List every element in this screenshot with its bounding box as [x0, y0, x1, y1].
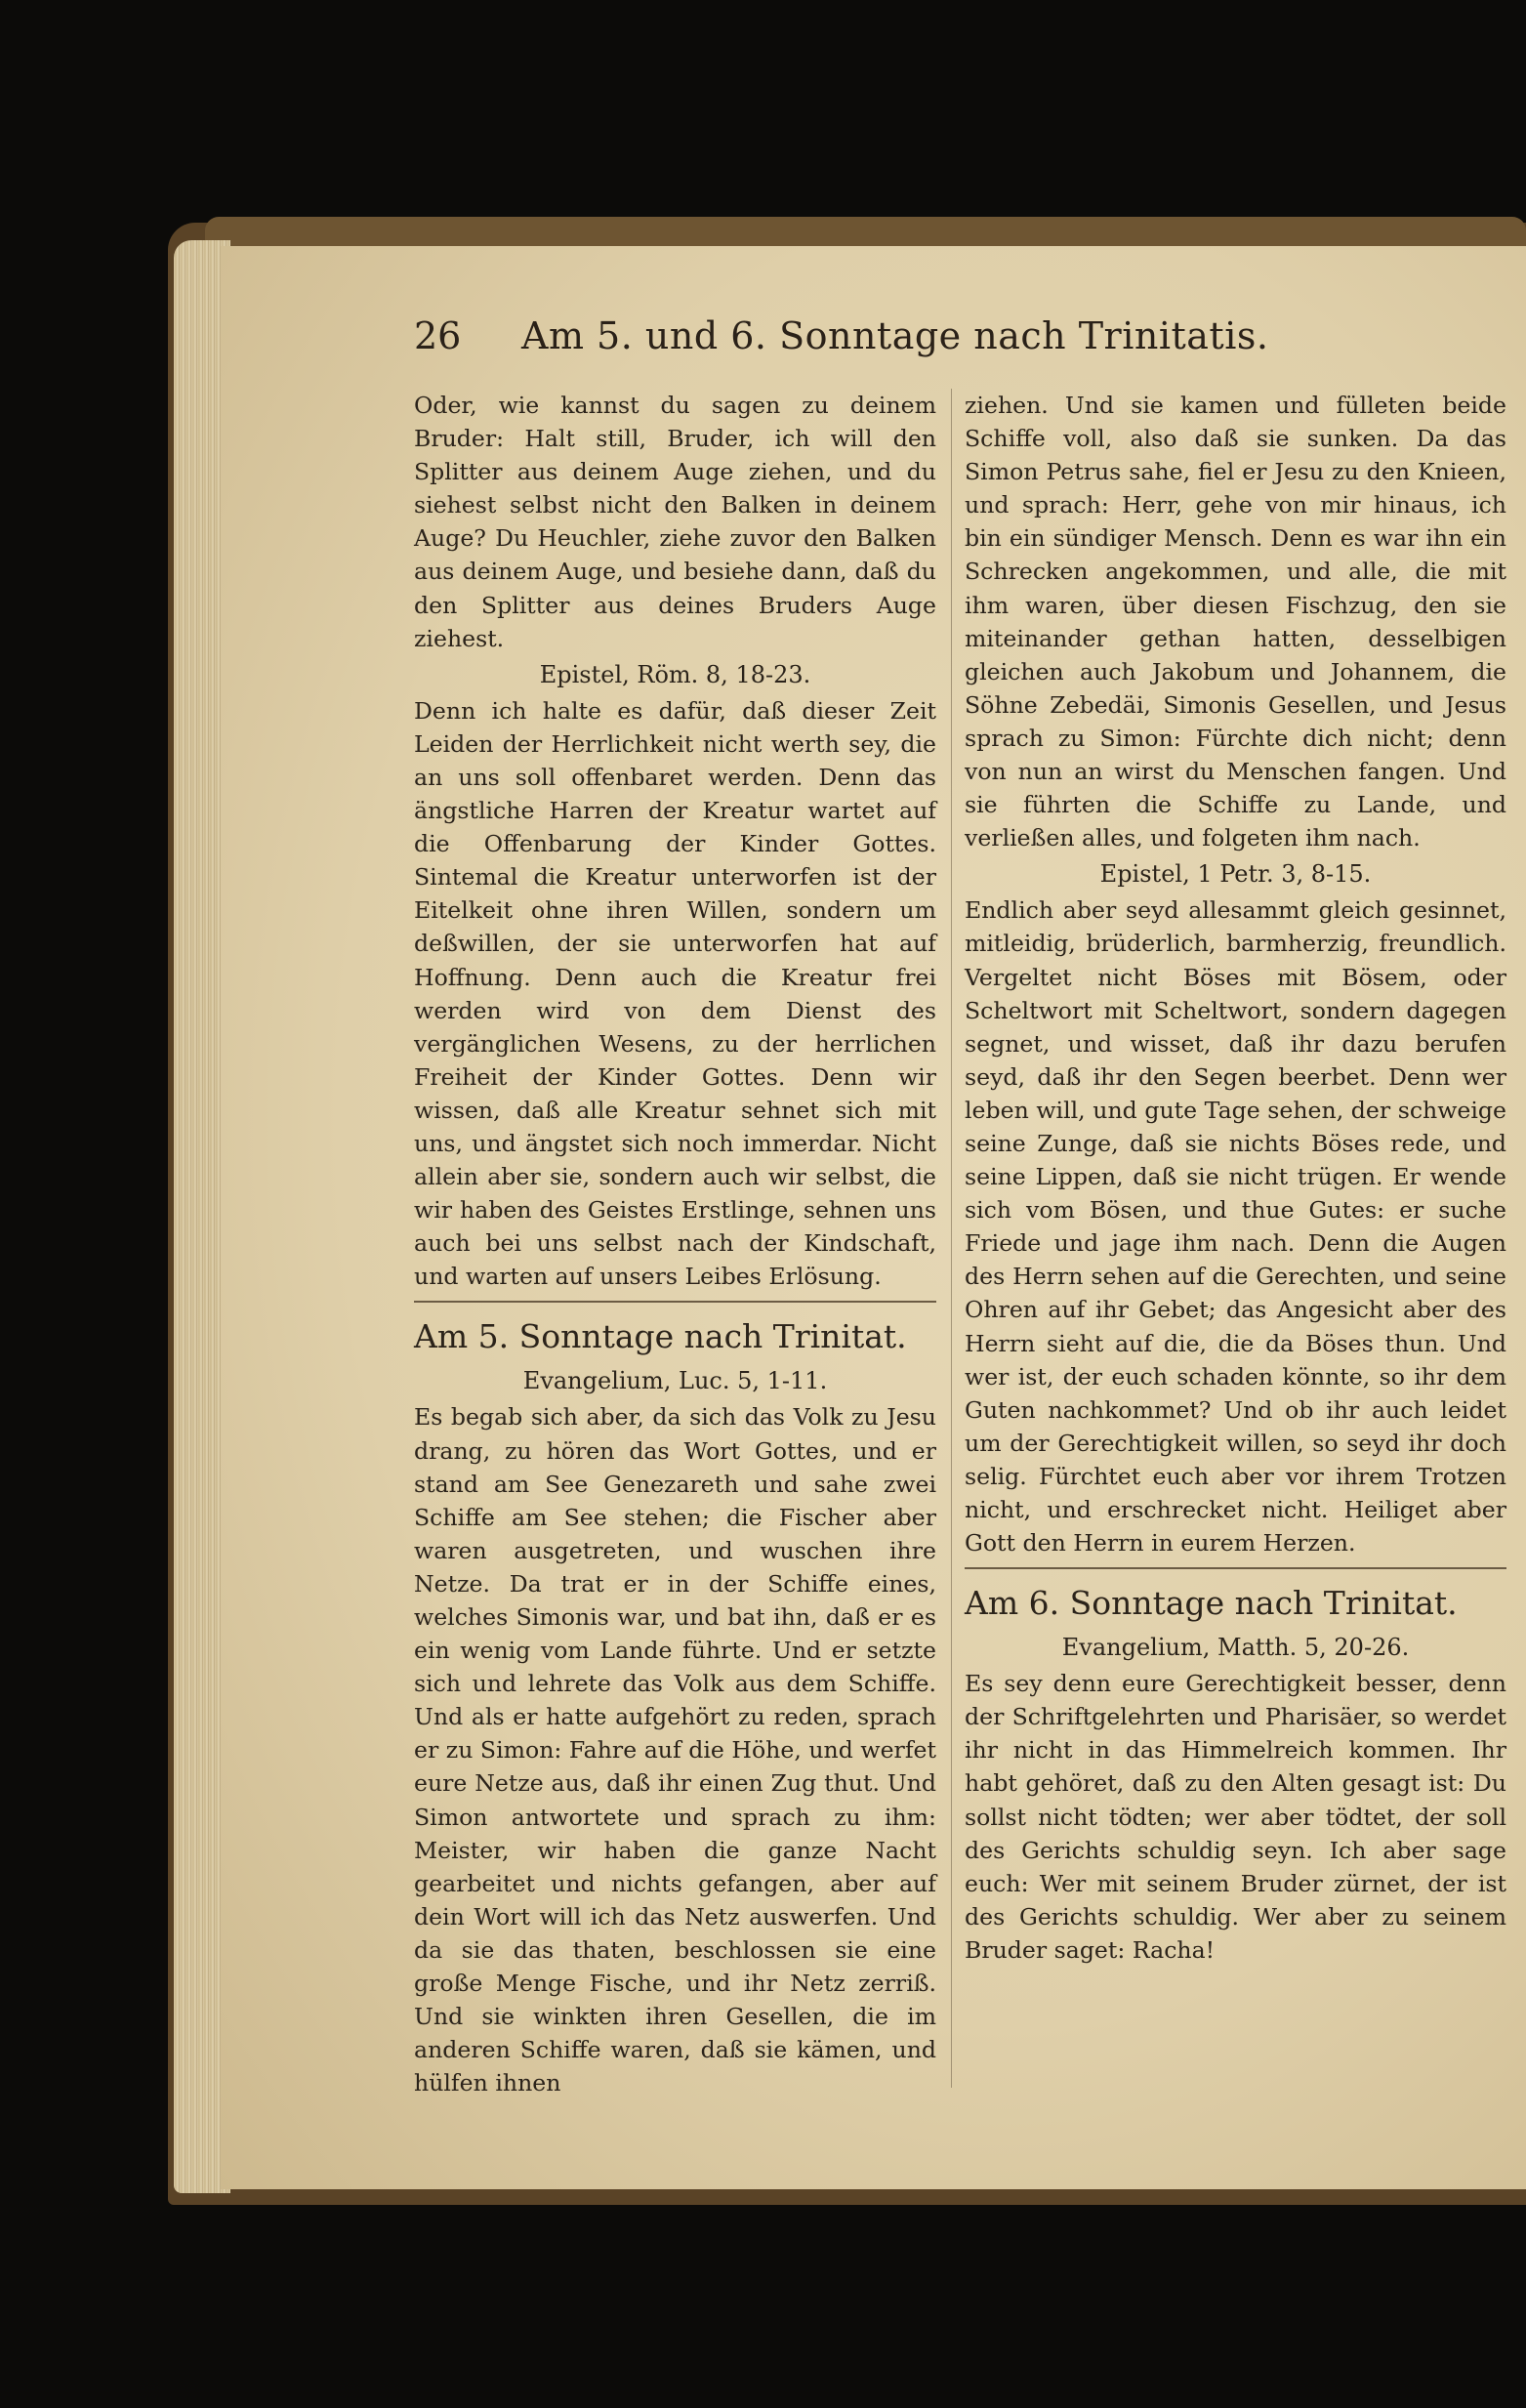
section-title: Am 5. Sonntage nach Trinitat. — [414, 1317, 907, 1356]
gospel-continuation: ziehen. Und sie kamen und fülleten beide Schiffe voll, also daß sie sunken. Da das Simon Petrus sahe, fiel er Jesu zu den Knieen, und sprach: Herr, gehe von mir hinaus, ich bin ein sündiger Mensch. Denn es war ihn ein Schrecken angekommen, und alle, die mit ihm waren, über diesen Fischzug, den sie miteinander gethan hatten, desselbigen gleichen auch Jakobum und Johannem, die Söhne Zebedäi, Simonis Gesellen, und Jesus sprach zu Simon: Fürchte dich nicht; denn von nun an wirst du Menschen fangen. Und sie führten die Schiffe zu Lande, und verließen alles, und folgeten ihm nach. — [965, 392, 1506, 852]
page-number: 26 — [414, 314, 462, 357]
epistle-heading: Epistel, Röm. 8, 18-23. — [539, 660, 811, 688]
book-spine-top — [205, 217, 1526, 246]
gospel-heading: Evangelium, Luc. 5, 1-11. — [522, 1367, 828, 1395]
section-title: Am 6. Sonntage nach Trinitat. — [965, 1584, 1458, 1623]
section-rule — [414, 1301, 936, 1303]
gospel-end-text: Oder, wie kannst du sagen zu deinem Bruder: Halt still, Bruder, ich will den Splitter aus deinem Auge ziehen, und du siehest selbst nicht den Balken in deinem Auge? Du Heuchler, ziehe zuvor den Balken aus deinem Auge, und besiehe dann, daß du den Splitter aus deines Bruders Auge ziehest. — [414, 392, 936, 652]
column-divider — [951, 389, 952, 2088]
epistle-heading: Epistel, 1 Petr. 3, 8-15. — [1099, 860, 1372, 889]
gospel-text: Es sey denn eure Gerechtigkeit besser, denn der Schriftgelehrten und Pharisäer, so werdet ihr nicht in das Himmelreich kommen. Ihr habt gehöret, daß zu den Alten gesagt ist: Du sollst nicht tödten; wer aber tödtet, der soll des Gerichts schuldig seyn. Ich aber sage euch: Wer mit seinem Bruder zürnet, der ist des Gerichts schuldig. Wer aber zu seinem Bruder saget: Racha! — [965, 1670, 1506, 1964]
page-header — [414, 314, 1517, 369]
gospel-text: Es begab sich aber, da sich das Volk zu Jesu drang, zu hören das Wort Gottes, und er stand am See Genezareth und sahe zwei Schiffe am See stehen; die Fischer aber waren ausgetreten, und wuschen ihre Netze. Da trat er in der Schiffe eines, welches Simonis war, und bat ihn, daß er es ein wenig vom Lande führte. Und er setzte sich und lehrete das Volk aus dem Schiffe. Und als er hatte aufgehört zu reden, sprach er zu Simon: Fahre auf die Höhe, und werfet eure Netze aus, daß ihr einen Zug thut. Und Simon antwortete und sprach zu ihm: Meister, wir haben die ganze Nacht gearbeitet und nichts gefangen, aber auf dein Wort will ich das Netz auswerfen. Und da sie das thaten, beschlossen sie eine große Menge Fische, und ihr Netz zerriß. Und sie winkten ihren Gesellen, die im anderen Schiffe waren, daß sie kämen, und hülfen ihnen — [414, 1403, 936, 2097]
epistle-text: Endlich aber seyd allesammt gleich gesinnet, mitleidig, brüderlich, barmherzig, freundlich. Vergeltet nicht Böses mit Bösem, oder Scheltwort mit Scheltwort, sondern dagegen segnet, und wisset, daß ihr dazu berufen seyd, daß ihr den Segen beerbet. Denn wer leben will, und gute Tage sehen, der schweige seine Zunge, daß sie nichts Böses rede, und seine Lippen, daß sie nicht trügen. Er wende sich vom Bösen, und thue Gutes: er suche Friede und jage ihm nach. Denn die Augen des Herrn sehen auf die Gerechten, und seine Ohren auf ihr Gebet; das Angesicht aber des Herrn sieht auf die, die da Böses thun. Und wer ist, der euch schaden könnte, so ihr dem Guten nachkommet? Und ob ihr auch leidet um der Gerechtigkeit willen, so seyd ihr doch selig. Fürchtet euch aber vor ihrem Trotzen nicht, und erschrecket nicht. Heiliget aber Gott den Herrn in eurem Herzen. — [965, 896, 1506, 1557]
section-rule — [965, 1567, 1506, 1569]
right-column — [965, 389, 1506, 1967]
gospel-heading: Evangelium, Matth. 5, 20-26. — [1061, 1634, 1410, 1662]
running-head: Am 5. und 6. Sonntage nach Trinitatis. — [521, 314, 1269, 357]
left-column — [414, 389, 936, 2099]
epistle-text: Denn ich halte es dafür, daß dieser Zeit Leiden der Herrlichkeit nicht werth sey, die an uns soll offenbaret werden. Denn das ängstliche Harren der Kreatur wartet auf die Offenbarung der Kinder Gottes. Sintemal die Kreatur unterworfen ist der Eitelkeit ohne ihren Willen, sondern um deßwillen, der sie unterworfen hat auf Hoffnung. Denn auch die Kreatur frei werden wird von dem Dienst des vergänglichen Wesens, zu der herrlichen Freiheit der Kinder Gottes. Denn wir wissen, daß alle Kreatur sehnet sich mit uns, und ängstet sich noch immerdar. Nicht allein aber sie, sondern auch wir selbst, die wir haben des Geistes Erstlinge, sehnen uns auch bei uns selbst nach der Kindschaft, und warten auf unsers Leibes Erlösung. — [414, 696, 936, 1291]
